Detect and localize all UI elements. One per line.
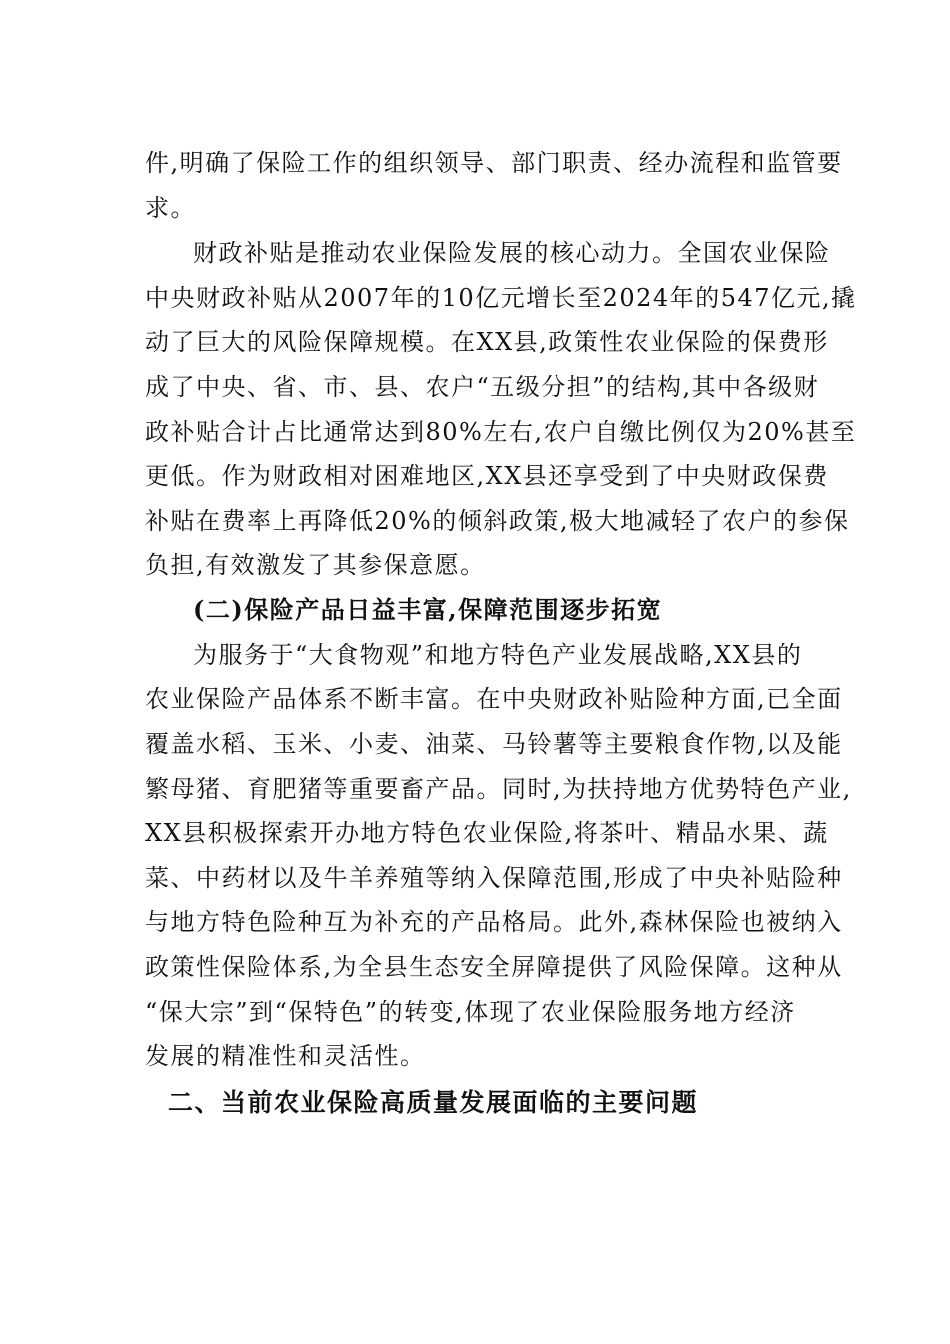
- chapter-heading: 二、当前农业保险高质量发展面临的主要问题: [168, 1088, 699, 1117]
- section-heading: (二)保险产品日益丰富,保障范围逐步拓宽: [193, 595, 663, 624]
- paragraph-line: 中央财政补贴从2007年的10亿元增长至2024年的547亿元,撬: [145, 284, 857, 312]
- paragraph-line: 繁母猪、育肥猪等重要畜产品。同时,为扶持地方优势特色产业,: [145, 775, 852, 803]
- paragraph-line: 财政补贴是推动农业保险发展的核心动力。全国农业保险: [193, 239, 831, 267]
- paragraph-line: 为服务于“大食物观”和地方特色产业发展战略,XX县的: [193, 641, 803, 669]
- paragraph-line: 政补贴合计占比通常达到80%左右,农户自缴比例仅为20%甚至: [145, 418, 857, 446]
- paragraph-line: 动了巨大的风险保障规模。在XX县,政策性农业保险的保费形: [145, 328, 829, 356]
- paragraph-line: 菜、中药材以及牛羊养殖等纳入保障范围,形成了中央补贴险种: [145, 864, 843, 892]
- paragraph-line: 农业保险产品体系不断丰富。在中央财政补贴险种方面,已全面: [145, 685, 843, 713]
- paragraph-line: XX县积极探索开办地方特色农业保险,将茶叶、精品水果、蔬: [145, 819, 829, 847]
- paragraph-line: “保大宗”到“保特色”的转变,体现了农业保险服务地方经济: [145, 998, 796, 1026]
- paragraph-line: 更低。作为财政相对困难地区,XX县还享受到了中央财政保费: [145, 462, 829, 490]
- paragraph-line: 政策性保险体系,为全县生态安全屏障提供了风险保障。这种从: [145, 953, 843, 981]
- paragraph-line: 求。: [145, 194, 196, 222]
- paragraph-line: 与地方特色险种互为补充的产品格局。此外,森林保险也被纳入: [145, 908, 843, 936]
- paragraph-line: 成了中央、省、市、县、农户“五级分担”的结构,其中各级财: [145, 373, 820, 401]
- paragraph-line: 补贴在费率上再降低20%的倾斜政策,极大地减轻了农户的参保: [145, 507, 850, 535]
- paragraph-line: 发展的精准性和灵活性。: [145, 1042, 426, 1070]
- paragraph-line: 负担,有效激发了其参保意愿。: [145, 551, 486, 579]
- paragraph-line: 件,明确了保险工作的组织领导、部门职责、经办流程和监管要: [145, 149, 843, 177]
- paragraph-line: 覆盖水稻、玉米、小麦、油菜、马铃薯等主要粮食作物,以及能: [145, 730, 843, 758]
